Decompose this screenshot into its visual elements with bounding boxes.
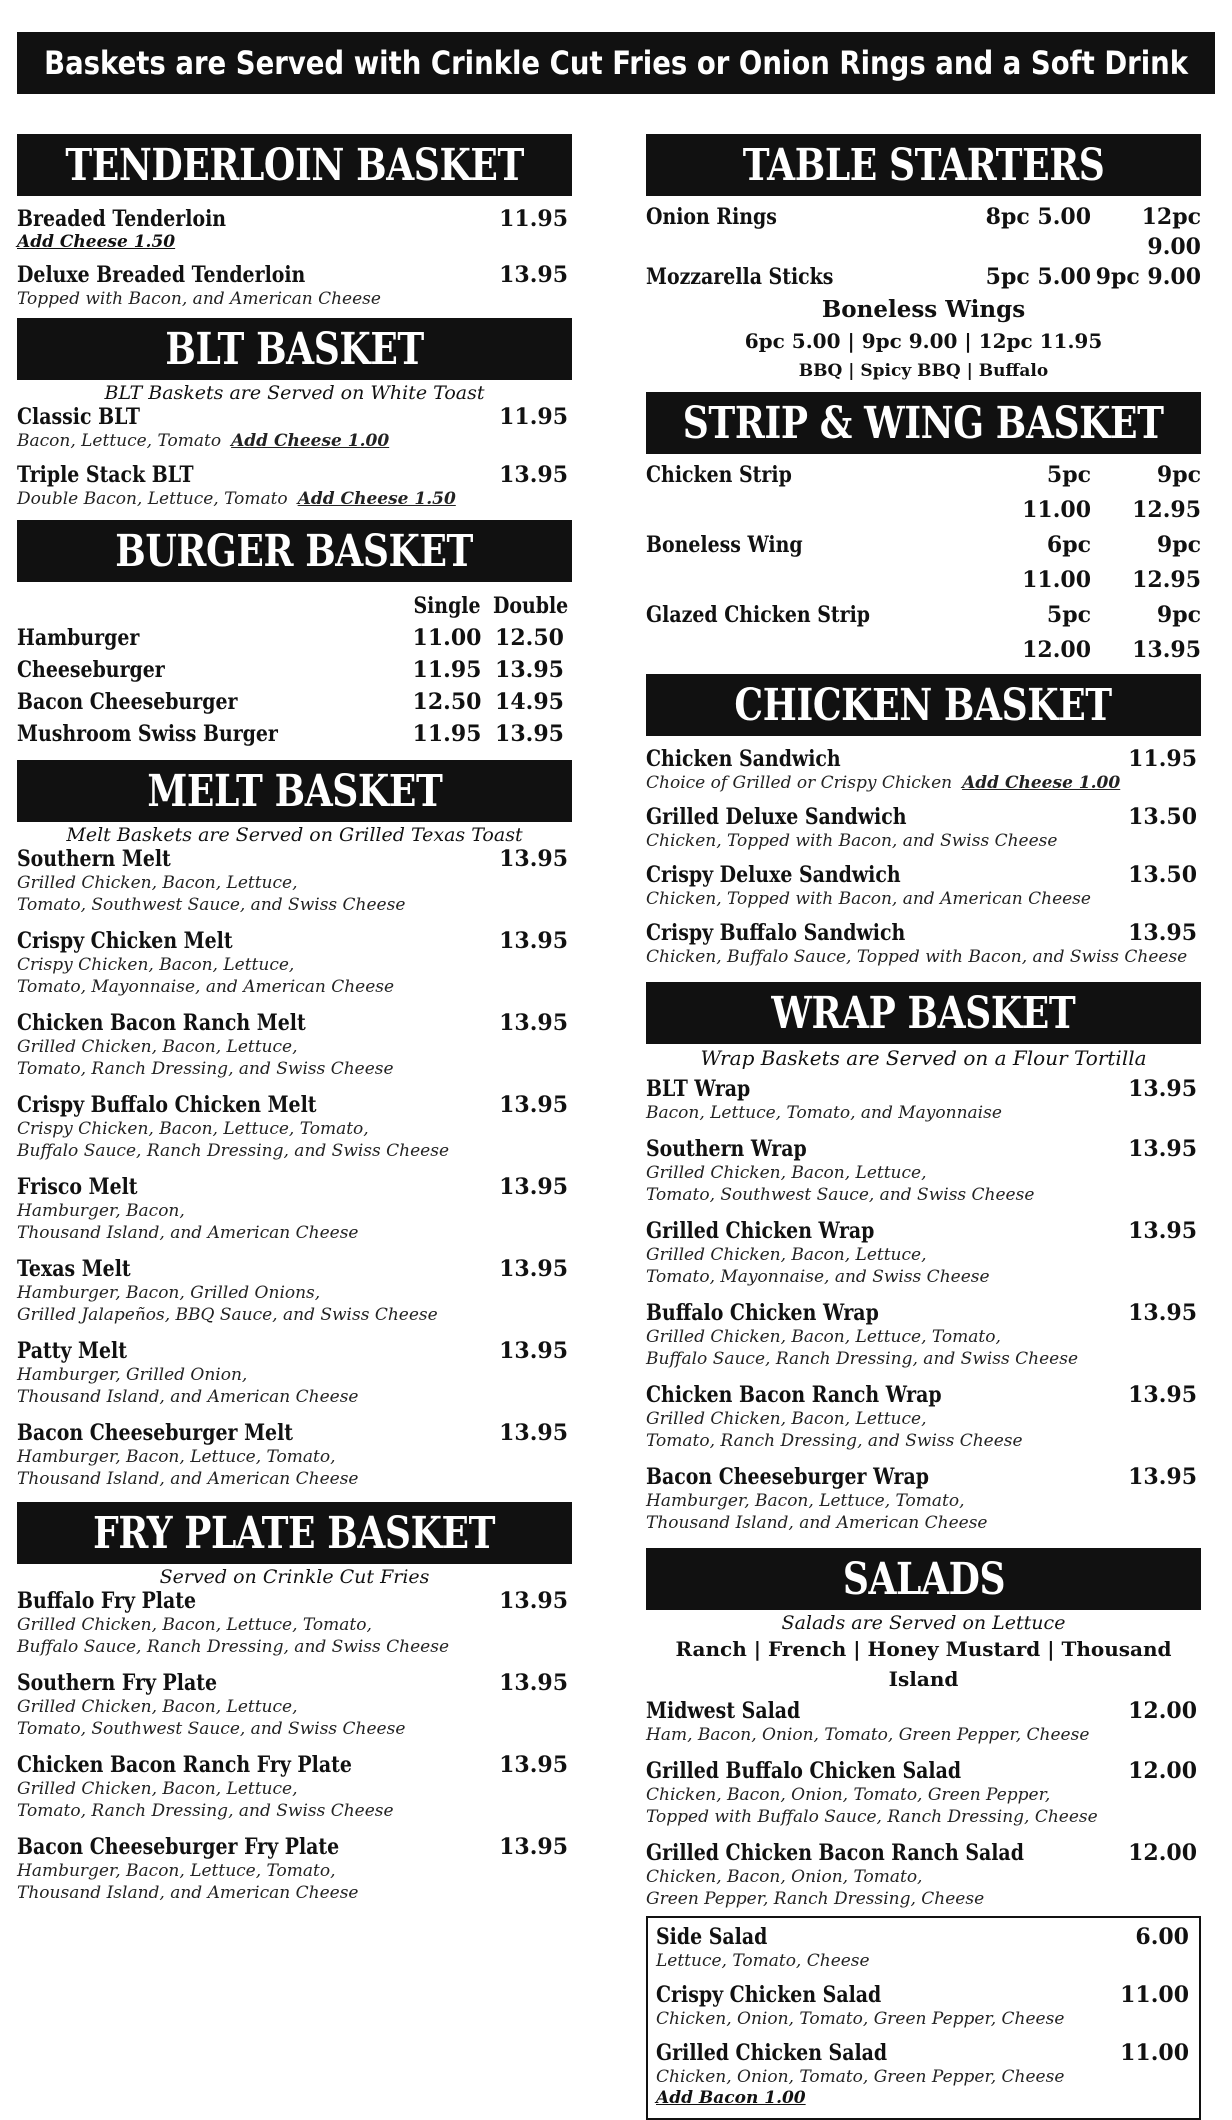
item-desc: Thousand Island, and American Cheese bbox=[17, 1223, 359, 1243]
section-note: Served on Crinkle Cut Fries bbox=[159, 1566, 430, 1588]
row-name: Mozzarella Sticks bbox=[646, 264, 834, 290]
section-title: BURGER BASKET bbox=[115, 525, 474, 577]
item-desc: Tomato, Ranch Dressing, and Swiss Cheese bbox=[17, 1801, 394, 1821]
melt-header bbox=[17, 760, 572, 822]
menu-item bbox=[656, 1982, 1191, 2030]
menu-item bbox=[17, 404, 572, 452]
row-price-large: 9pc 12.95 bbox=[1132, 532, 1201, 593]
row-name: Boneless Wing bbox=[646, 532, 803, 558]
item-desc: Grilled Chicken, Bacon, Lettuce, bbox=[646, 1163, 927, 1183]
item-name: Bacon Cheeseburger Wrap bbox=[646, 1464, 929, 1490]
item-price: 11.95 bbox=[499, 206, 568, 232]
item-name: Patty Melt bbox=[17, 1338, 127, 1364]
row-double-price: 14.95 bbox=[495, 689, 564, 715]
item-desc: Thousand Island, and American Cheese bbox=[17, 1469, 359, 1489]
item-name: Bacon Cheeseburger Fry Plate bbox=[17, 1834, 340, 1860]
strip-wing-table bbox=[646, 458, 1201, 668]
item-desc: Topped with Buffalo Sauce, Ranch Dressing, Cheese bbox=[646, 1807, 1098, 1827]
item-desc bbox=[17, 430, 572, 452]
item-desc: Grilled Chicken, Bacon, Lettuce, bbox=[17, 1037, 298, 1057]
item-name: BLT Wrap bbox=[646, 1076, 751, 1102]
salads-header bbox=[646, 1548, 1201, 1610]
item-name: Chicken Bacon Ranch Melt bbox=[17, 1010, 306, 1036]
menu-item bbox=[17, 1092, 572, 1162]
item-name: Bacon Cheeseburger Melt bbox=[17, 1420, 294, 1446]
column-header-double: Double bbox=[492, 593, 569, 619]
menu-item bbox=[17, 462, 572, 510]
item-name: Southern Melt bbox=[17, 846, 171, 872]
menu-item bbox=[646, 746, 1201, 794]
item-desc: Topped with Bacon, and American Cheese bbox=[17, 289, 381, 309]
item-desc: Grilled Jalapeños, BBQ Sauce, and Swiss Cheese bbox=[17, 1305, 438, 1325]
left-column bbox=[17, 134, 572, 1904]
item-price: 12.00 bbox=[1128, 1698, 1197, 1724]
item-desc: Buffalo Sauce, Ranch Dressing, and Swiss Cheese bbox=[17, 1141, 450, 1161]
menu-item bbox=[17, 1256, 572, 1326]
boneless-wings-flavors: BBQ | Spicy BBQ | Buffalo bbox=[798, 361, 1049, 381]
item-desc: Hamburger, Bacon, Lettuce, Tomato, bbox=[17, 1447, 336, 1467]
chicken-header bbox=[646, 674, 1201, 736]
item-desc-text: Bacon, Lettuce, Tomato bbox=[17, 431, 222, 451]
item-name: Breaded Tenderloin bbox=[17, 206, 227, 232]
item-desc: Chicken, Topped with Bacon, and American Cheese bbox=[646, 889, 1091, 909]
banner-text: Baskets are Served with Crinkle Cut Fries or Onion Rings and a Soft Drink bbox=[44, 44, 1188, 82]
section-title: TABLE STARTERS bbox=[742, 139, 1105, 191]
menu-item bbox=[646, 1076, 1201, 1124]
item-name: Chicken Bacon Ranch Fry Plate bbox=[17, 1752, 352, 1778]
boneless-wings-prices: 6pc 5.00 | 9pc 9.00 | 12pc 11.95 bbox=[744, 329, 1103, 353]
item-name: Side Salad bbox=[656, 1924, 768, 1950]
item-price: 12.00 bbox=[1128, 1840, 1197, 1866]
item-name: Crispy Chicken Melt bbox=[17, 928, 233, 954]
item-desc: Grilled Chicken, Bacon, Lettuce, bbox=[17, 1779, 298, 1799]
item-price: 13.95 bbox=[1128, 920, 1197, 946]
item-price: 13.95 bbox=[1128, 1300, 1197, 1326]
item-name: Classic BLT bbox=[17, 404, 140, 430]
item-desc: Chicken, Topped with Bacon, and Swiss Cheese bbox=[646, 831, 1058, 851]
item-name: Southern Wrap bbox=[646, 1136, 807, 1162]
row-double-price: 12.50 bbox=[495, 625, 564, 651]
item-name: Crispy Deluxe Sandwich bbox=[646, 862, 901, 888]
menu-item bbox=[17, 846, 572, 916]
item-price: 13.95 bbox=[499, 1174, 568, 1200]
section-title: MELT BASKET bbox=[146, 765, 443, 817]
item-desc: Grilled Chicken, Bacon, Lettuce, Tomato, bbox=[17, 1615, 372, 1635]
menu-item bbox=[17, 206, 572, 252]
row-single-price: 12.50 bbox=[412, 689, 482, 715]
item-name: Chicken Sandwich bbox=[646, 746, 841, 772]
starters-table bbox=[646, 202, 1201, 292]
column-header-single: Single bbox=[413, 593, 481, 619]
item-desc: Chicken, Onion, Tomato, Green Pepper, Cheese bbox=[656, 2009, 1065, 2029]
section-title: WRAP BASKET bbox=[771, 987, 1076, 1039]
fry-plate-header bbox=[17, 1502, 572, 1564]
item-desc: Green Pepper, Ranch Dressing, Cheese bbox=[646, 1889, 985, 1909]
item-price: 13.95 bbox=[499, 1420, 568, 1446]
item-desc: Chicken, Buffalo Sauce, Topped with Bacon, and Swiss Cheese bbox=[646, 947, 1188, 967]
item-desc: Hamburger, Bacon, Lettuce, Tomato, bbox=[646, 1491, 965, 1511]
item-price: 13.50 bbox=[1128, 804, 1197, 830]
row-name: Hamburger bbox=[17, 625, 140, 651]
table-corner bbox=[17, 590, 407, 622]
row-price-small: 5pc 11.00 bbox=[1022, 462, 1091, 523]
item-desc: Lettuce, Tomato, Cheese bbox=[656, 1951, 870, 1971]
item-desc: Hamburger, Bacon, Grilled Onions, bbox=[17, 1283, 321, 1303]
item-desc: Tomato, Mayonnaise, and Swiss Cheese bbox=[646, 1267, 990, 1287]
row-price-small: 5pc 5.00 bbox=[985, 264, 1091, 290]
item-price: 13.95 bbox=[499, 928, 568, 954]
item-price: 13.95 bbox=[499, 1338, 568, 1364]
item-name: Grilled Chicken Bacon Ranch Salad bbox=[646, 1840, 1024, 1866]
menu-item bbox=[646, 1698, 1201, 1746]
menu-item bbox=[656, 2040, 1191, 2108]
item-price: 11.00 bbox=[1120, 2040, 1189, 2066]
item-price: 6.00 bbox=[1135, 1924, 1189, 1950]
menu-item bbox=[17, 1670, 572, 1740]
row-single-price: 11.95 bbox=[412, 721, 482, 747]
right-column bbox=[646, 134, 1201, 2120]
section-note: Salads are Served on Lettuce bbox=[781, 1612, 1066, 1634]
blt-header bbox=[17, 318, 572, 380]
row-name: Onion Rings bbox=[646, 204, 777, 230]
menu-item bbox=[646, 1840, 1201, 1910]
item-desc: Hamburger, Bacon, bbox=[17, 1201, 185, 1221]
item-desc: Buffalo Sauce, Ranch Dressing, and Swiss Cheese bbox=[17, 1637, 450, 1657]
item-desc: Buffalo Sauce, Ranch Dressing, and Swiss Cheese bbox=[646, 1349, 1079, 1369]
menu-item bbox=[17, 1752, 572, 1822]
item-price: 13.95 bbox=[499, 846, 568, 872]
row-single-price: 11.00 bbox=[412, 625, 482, 651]
menu-item bbox=[17, 1834, 572, 1904]
item-name: Grilled Deluxe Sandwich bbox=[646, 804, 907, 830]
row-single-price: 11.95 bbox=[412, 657, 482, 683]
item-name: Deluxe Breaded Tenderloin bbox=[17, 262, 306, 288]
item-desc: Tomato, Ranch Dressing, and Swiss Cheese bbox=[646, 1431, 1023, 1451]
row-price-small: 5pc 12.00 bbox=[1022, 602, 1091, 663]
menu-item bbox=[17, 1010, 572, 1080]
dressing-options: Ranch | French | Honey Mustard | Thousand Island bbox=[675, 1637, 1172, 1691]
table-starters-header bbox=[646, 134, 1201, 196]
item-price: 13.95 bbox=[499, 262, 568, 288]
item-name: Grilled Chicken Wrap bbox=[646, 1218, 875, 1244]
item-name: Midwest Salad bbox=[646, 1698, 801, 1724]
item-price: 13.95 bbox=[499, 1670, 568, 1696]
item-name: Texas Melt bbox=[17, 1256, 131, 1282]
menu-item bbox=[17, 1174, 572, 1244]
item-name: Triple Stack BLT bbox=[17, 462, 194, 488]
item-price: 13.50 bbox=[1128, 862, 1197, 888]
item-name: Grilled Buffalo Chicken Salad bbox=[646, 1758, 962, 1784]
section-title: CHICKEN BASKET bbox=[734, 679, 1113, 731]
menu-item bbox=[646, 1136, 1201, 1206]
row-name: Glazed Chicken Strip bbox=[646, 602, 871, 628]
section-title: TENDERLOIN BASKET bbox=[65, 139, 524, 191]
item-price: 13.95 bbox=[1128, 1076, 1197, 1102]
item-price: 13.95 bbox=[1128, 1464, 1197, 1490]
section-title: BLT BASKET bbox=[165, 323, 424, 375]
boneless-wings-title: Boneless Wings bbox=[821, 296, 1026, 323]
menu-item bbox=[646, 1464, 1201, 1534]
item-desc bbox=[646, 772, 1201, 794]
item-price: 13.95 bbox=[499, 1752, 568, 1778]
item-desc: Chicken, Bacon, Onion, Tomato, Green Pepper, bbox=[646, 1785, 1051, 1805]
item-desc: Ham, Bacon, Onion, Tomato, Green Pepper, Cheese bbox=[646, 1725, 1090, 1745]
item-desc: Tomato, Ranch Dressing, and Swiss Cheese bbox=[17, 1059, 394, 1079]
row-double-price: 13.95 bbox=[495, 657, 564, 683]
item-desc: Thousand Island, and American Cheese bbox=[17, 1387, 359, 1407]
row-name: Cheeseburger bbox=[17, 657, 165, 683]
item-desc: Tomato, Southwest Sauce, and Swiss Cheese bbox=[17, 1719, 406, 1739]
section-note: BLT Baskets are Served on White Toast bbox=[104, 382, 485, 404]
item-addon: Add Cheese 1.50 bbox=[297, 489, 456, 509]
top-banner bbox=[17, 32, 1215, 94]
menu-item bbox=[646, 1218, 1201, 1288]
section-note: Wrap Baskets are Served on a Flour Tortilla bbox=[700, 1046, 1147, 1070]
menu-item bbox=[17, 1420, 572, 1490]
burger-header bbox=[17, 520, 572, 582]
section-title: STRIP & WING BASKET bbox=[683, 397, 1164, 449]
item-name: Grilled Chicken Salad bbox=[656, 2040, 888, 2066]
wrap-header bbox=[646, 982, 1201, 1044]
item-desc: Grilled Chicken, Bacon, Lettuce, bbox=[17, 873, 298, 893]
row-price-large: 9pc 9.00 bbox=[1095, 264, 1201, 290]
item-name: Crispy Chicken Salad bbox=[656, 1982, 882, 2008]
menu-item bbox=[646, 1758, 1201, 1828]
item-desc: Chicken, Bacon, Onion, Tomato, bbox=[646, 1867, 923, 1887]
row-price-large: 12pc 9.00 bbox=[1141, 204, 1201, 260]
item-desc: Tomato, Southwest Sauce, and Swiss Cheese bbox=[646, 1185, 1035, 1205]
item-price: 13.95 bbox=[1128, 1382, 1197, 1408]
item-price: 13.95 bbox=[499, 462, 568, 488]
menu-item bbox=[646, 804, 1201, 852]
burger-price-table bbox=[17, 590, 572, 750]
item-price: 13.95 bbox=[1128, 1218, 1197, 1244]
strip-wing-header bbox=[646, 392, 1201, 454]
tenderloin-header bbox=[17, 134, 572, 196]
item-desc: Grilled Chicken, Bacon, Lettuce, bbox=[646, 1245, 927, 1265]
menu-item bbox=[17, 928, 572, 998]
item-name: Southern Fry Plate bbox=[17, 1670, 217, 1696]
item-price: 11.95 bbox=[1128, 746, 1197, 772]
row-price-large: 9pc 12.95 bbox=[1132, 462, 1201, 523]
item-desc: Chicken, Onion, Tomato, Green Pepper, Cheese bbox=[656, 2067, 1065, 2087]
item-price: 13.95 bbox=[499, 1834, 568, 1860]
item-name: Crispy Buffalo Chicken Melt bbox=[17, 1092, 317, 1118]
row-name: Mushroom Swiss Burger bbox=[17, 721, 278, 747]
item-desc: Grilled Chicken, Bacon, Lettuce, bbox=[646, 1409, 927, 1429]
item-name: Buffalo Fry Plate bbox=[17, 1588, 197, 1614]
item-addon: Add Cheese 1.00 bbox=[962, 773, 1121, 793]
row-name: Bacon Cheeseburger bbox=[17, 689, 238, 715]
item-desc: Grilled Chicken, Bacon, Lettuce, Tomato, bbox=[646, 1327, 1001, 1347]
row-name: Chicken Strip bbox=[646, 462, 792, 488]
item-desc: Crispy Chicken, Bacon, Lettuce, Tomato, bbox=[17, 1119, 369, 1139]
menu-item bbox=[646, 862, 1201, 910]
item-desc: Tomato, Mayonnaise, and American Cheese bbox=[17, 977, 395, 997]
menu-item bbox=[656, 1924, 1191, 1972]
item-price: 13.95 bbox=[499, 1256, 568, 1282]
item-addon: Add Cheese 1.00 bbox=[231, 431, 390, 451]
item-desc: Hamburger, Grilled Onion, bbox=[17, 1365, 248, 1385]
item-desc bbox=[17, 488, 572, 510]
item-addon: Add Cheese 1.50 bbox=[17, 232, 176, 252]
item-addon: Add Bacon 1.00 bbox=[656, 2088, 806, 2108]
item-price: 13.95 bbox=[499, 1588, 568, 1614]
menu-item bbox=[17, 262, 572, 310]
item-desc-text: Choice of Grilled or Crispy Chicken bbox=[646, 773, 953, 793]
menu-item bbox=[646, 1382, 1201, 1452]
side-salad-box bbox=[646, 1916, 1201, 2120]
item-desc-text: Double Bacon, Lettuce, Tomato bbox=[17, 489, 288, 509]
item-price: 13.95 bbox=[1128, 1136, 1197, 1162]
menu-item bbox=[646, 1300, 1201, 1370]
item-desc: Tomato, Southwest Sauce, and Swiss Cheese bbox=[17, 895, 406, 915]
menu-item bbox=[646, 920, 1201, 968]
item-price: 11.95 bbox=[499, 404, 568, 430]
item-name: Crispy Buffalo Sandwich bbox=[646, 920, 906, 946]
item-price: 13.95 bbox=[499, 1010, 568, 1036]
section-title: FRY PLATE BASKET bbox=[93, 1507, 496, 1559]
item-name: Chicken Bacon Ranch Wrap bbox=[646, 1382, 942, 1408]
item-desc: Crispy Chicken, Bacon, Lettuce, bbox=[17, 955, 295, 975]
menu-item bbox=[17, 1588, 572, 1658]
item-desc: Grilled Chicken, Bacon, Lettuce, bbox=[17, 1697, 298, 1717]
item-price: 11.00 bbox=[1120, 1982, 1189, 2008]
section-title: SALADS bbox=[842, 1553, 1005, 1605]
item-name: Buffalo Chicken Wrap bbox=[646, 1300, 879, 1326]
row-price-small: 8pc 5.00 bbox=[985, 204, 1091, 230]
row-price-small: 6pc 11.00 bbox=[1022, 532, 1091, 593]
item-name: Frisco Melt bbox=[17, 1174, 138, 1200]
item-desc: Hamburger, Bacon, Lettuce, Tomato, bbox=[17, 1861, 336, 1881]
menu-item bbox=[17, 1338, 572, 1408]
item-price: 12.00 bbox=[1128, 1758, 1197, 1784]
item-desc: Bacon, Lettuce, Tomato, and Mayonnaise bbox=[646, 1103, 1002, 1123]
row-double-price: 13.95 bbox=[495, 721, 564, 747]
item-price: 13.95 bbox=[499, 1092, 568, 1118]
item-desc: Thousand Island, and American Cheese bbox=[17, 1883, 359, 1903]
item-desc: Thousand Island, and American Cheese bbox=[646, 1513, 988, 1533]
section-note: Melt Baskets are Served on Grilled Texas Toast bbox=[66, 824, 523, 846]
row-price-large: 9pc 13.95 bbox=[1132, 602, 1201, 663]
